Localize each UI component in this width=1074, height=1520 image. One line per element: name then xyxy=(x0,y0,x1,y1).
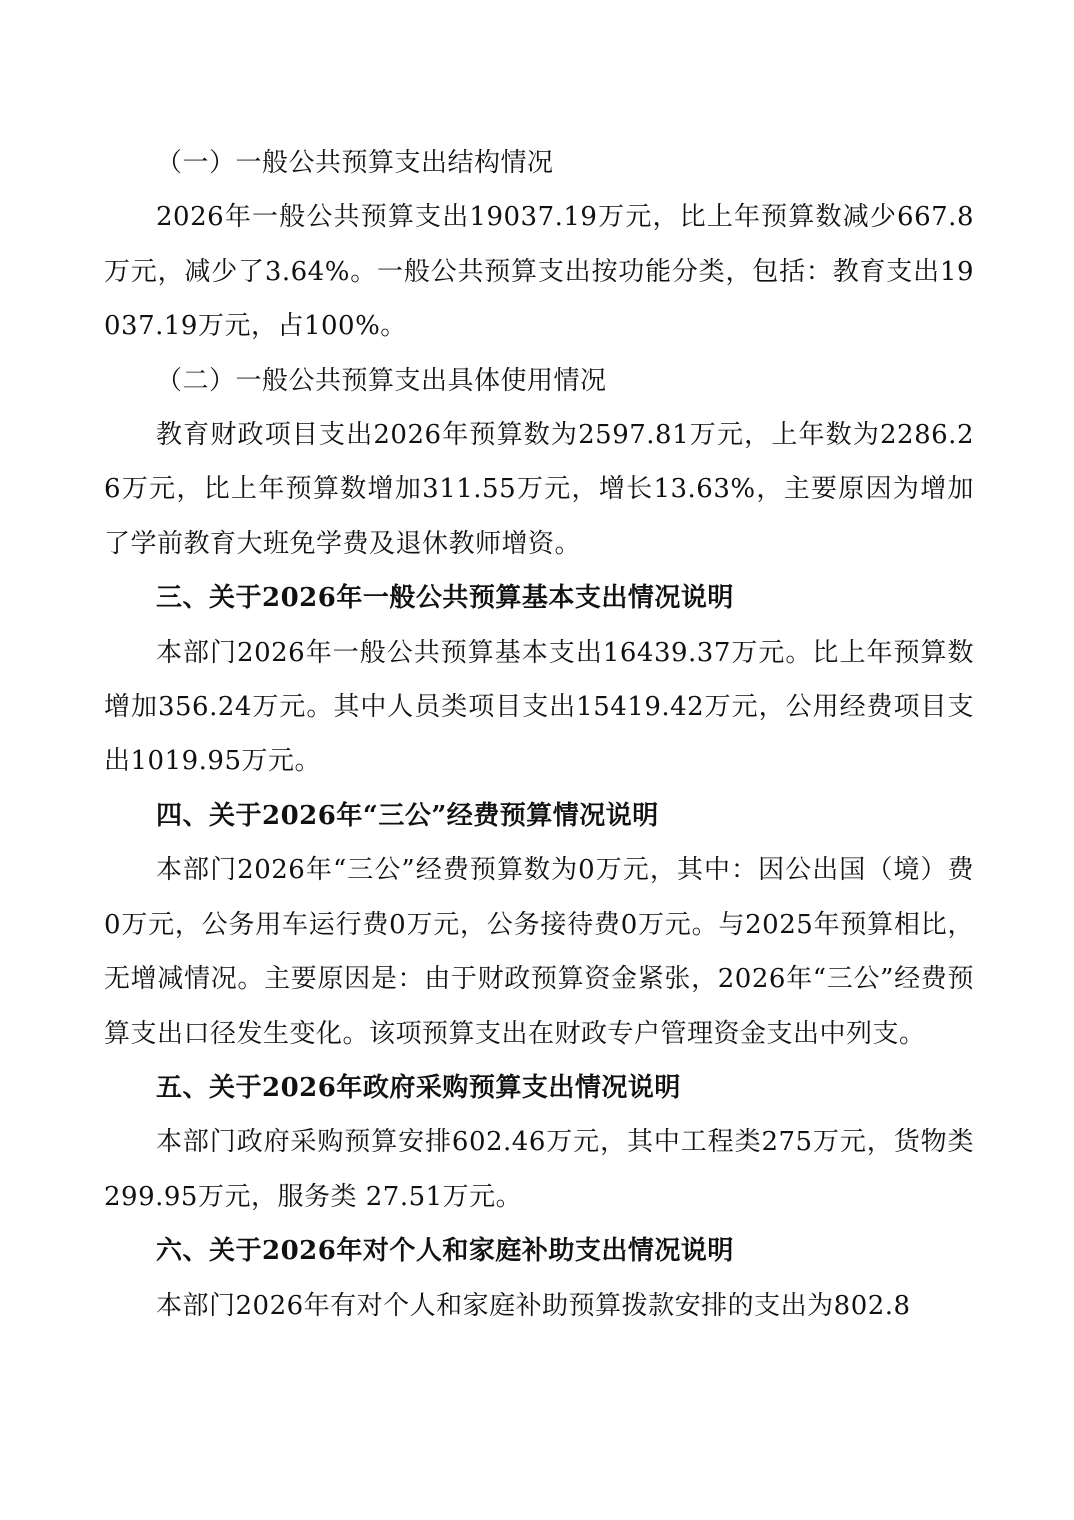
paragraph-basic-expenditure: 本部门2026年一般公共预算基本支出16439.37万元。比上年预算数增加356.24万元。其中人员类项目支出15419.42万元，公用经费项目支出1019.95万元。 xyxy=(104,637,974,777)
paragraph-procurement: 本部门政府采购预算安排602.46万元，其中工程类275万元，货物类299.95万元，服务类 27.51万元。 xyxy=(104,1127,974,1212)
paragraph-subsidies: 本部门2026年有对个人和家庭补助预算拨款安排的支出为802.8 xyxy=(156,1290,911,1321)
section-title-subsidies: 六、关于2026年对个人和家庭补助支出情况说明 xyxy=(156,1236,734,1267)
section-title-procurement: 五、关于2026年政府采购预算支出情况说明 xyxy=(156,1072,681,1103)
paragraph-usage: 教育财政项目支出2026年预算数为2597.81万元，上年数为2286.26万元，比上年预算数增加311.55万元，增长13.63%，主要原因为增加了学前教育大班免学费及退休教师增资。 xyxy=(104,420,974,559)
section-title-three-public: 四、关于2026年“三公”经费预算情况说明 xyxy=(156,800,659,831)
paragraph-three-public: 本部门2026年“三公”经费预算数为0万元，其中：因公出国（境）费0万元，公务用车运行费0万元，公务接待费0万元。与2025年预算相比，无增减情况。主要原因是：由于财政预算资金紧张，2026年“三公”经费预算支出口径发生变化。该项预算支出在财政专户管理资金支出中列支。 xyxy=(104,855,974,1049)
section-title-basic-expenditure: 三、关于2026年一般公共预算基本支出情况说明 xyxy=(156,583,734,614)
subsection-title-usage: （二）一般公共预算支出具体使用情况 xyxy=(156,365,607,396)
paragraph-structure: 2026年一般公共预算支出19037.19万元，比上年预算数减少667.8万元，减少了3.64%。一般公共预算支出按功能分类，包括：教育支出19037.19万元，占100%。 xyxy=(104,202,974,342)
subsection-title-structure: （一）一般公共预算支出结构情况 xyxy=(156,148,554,178)
document-body xyxy=(104,136,974,1333)
